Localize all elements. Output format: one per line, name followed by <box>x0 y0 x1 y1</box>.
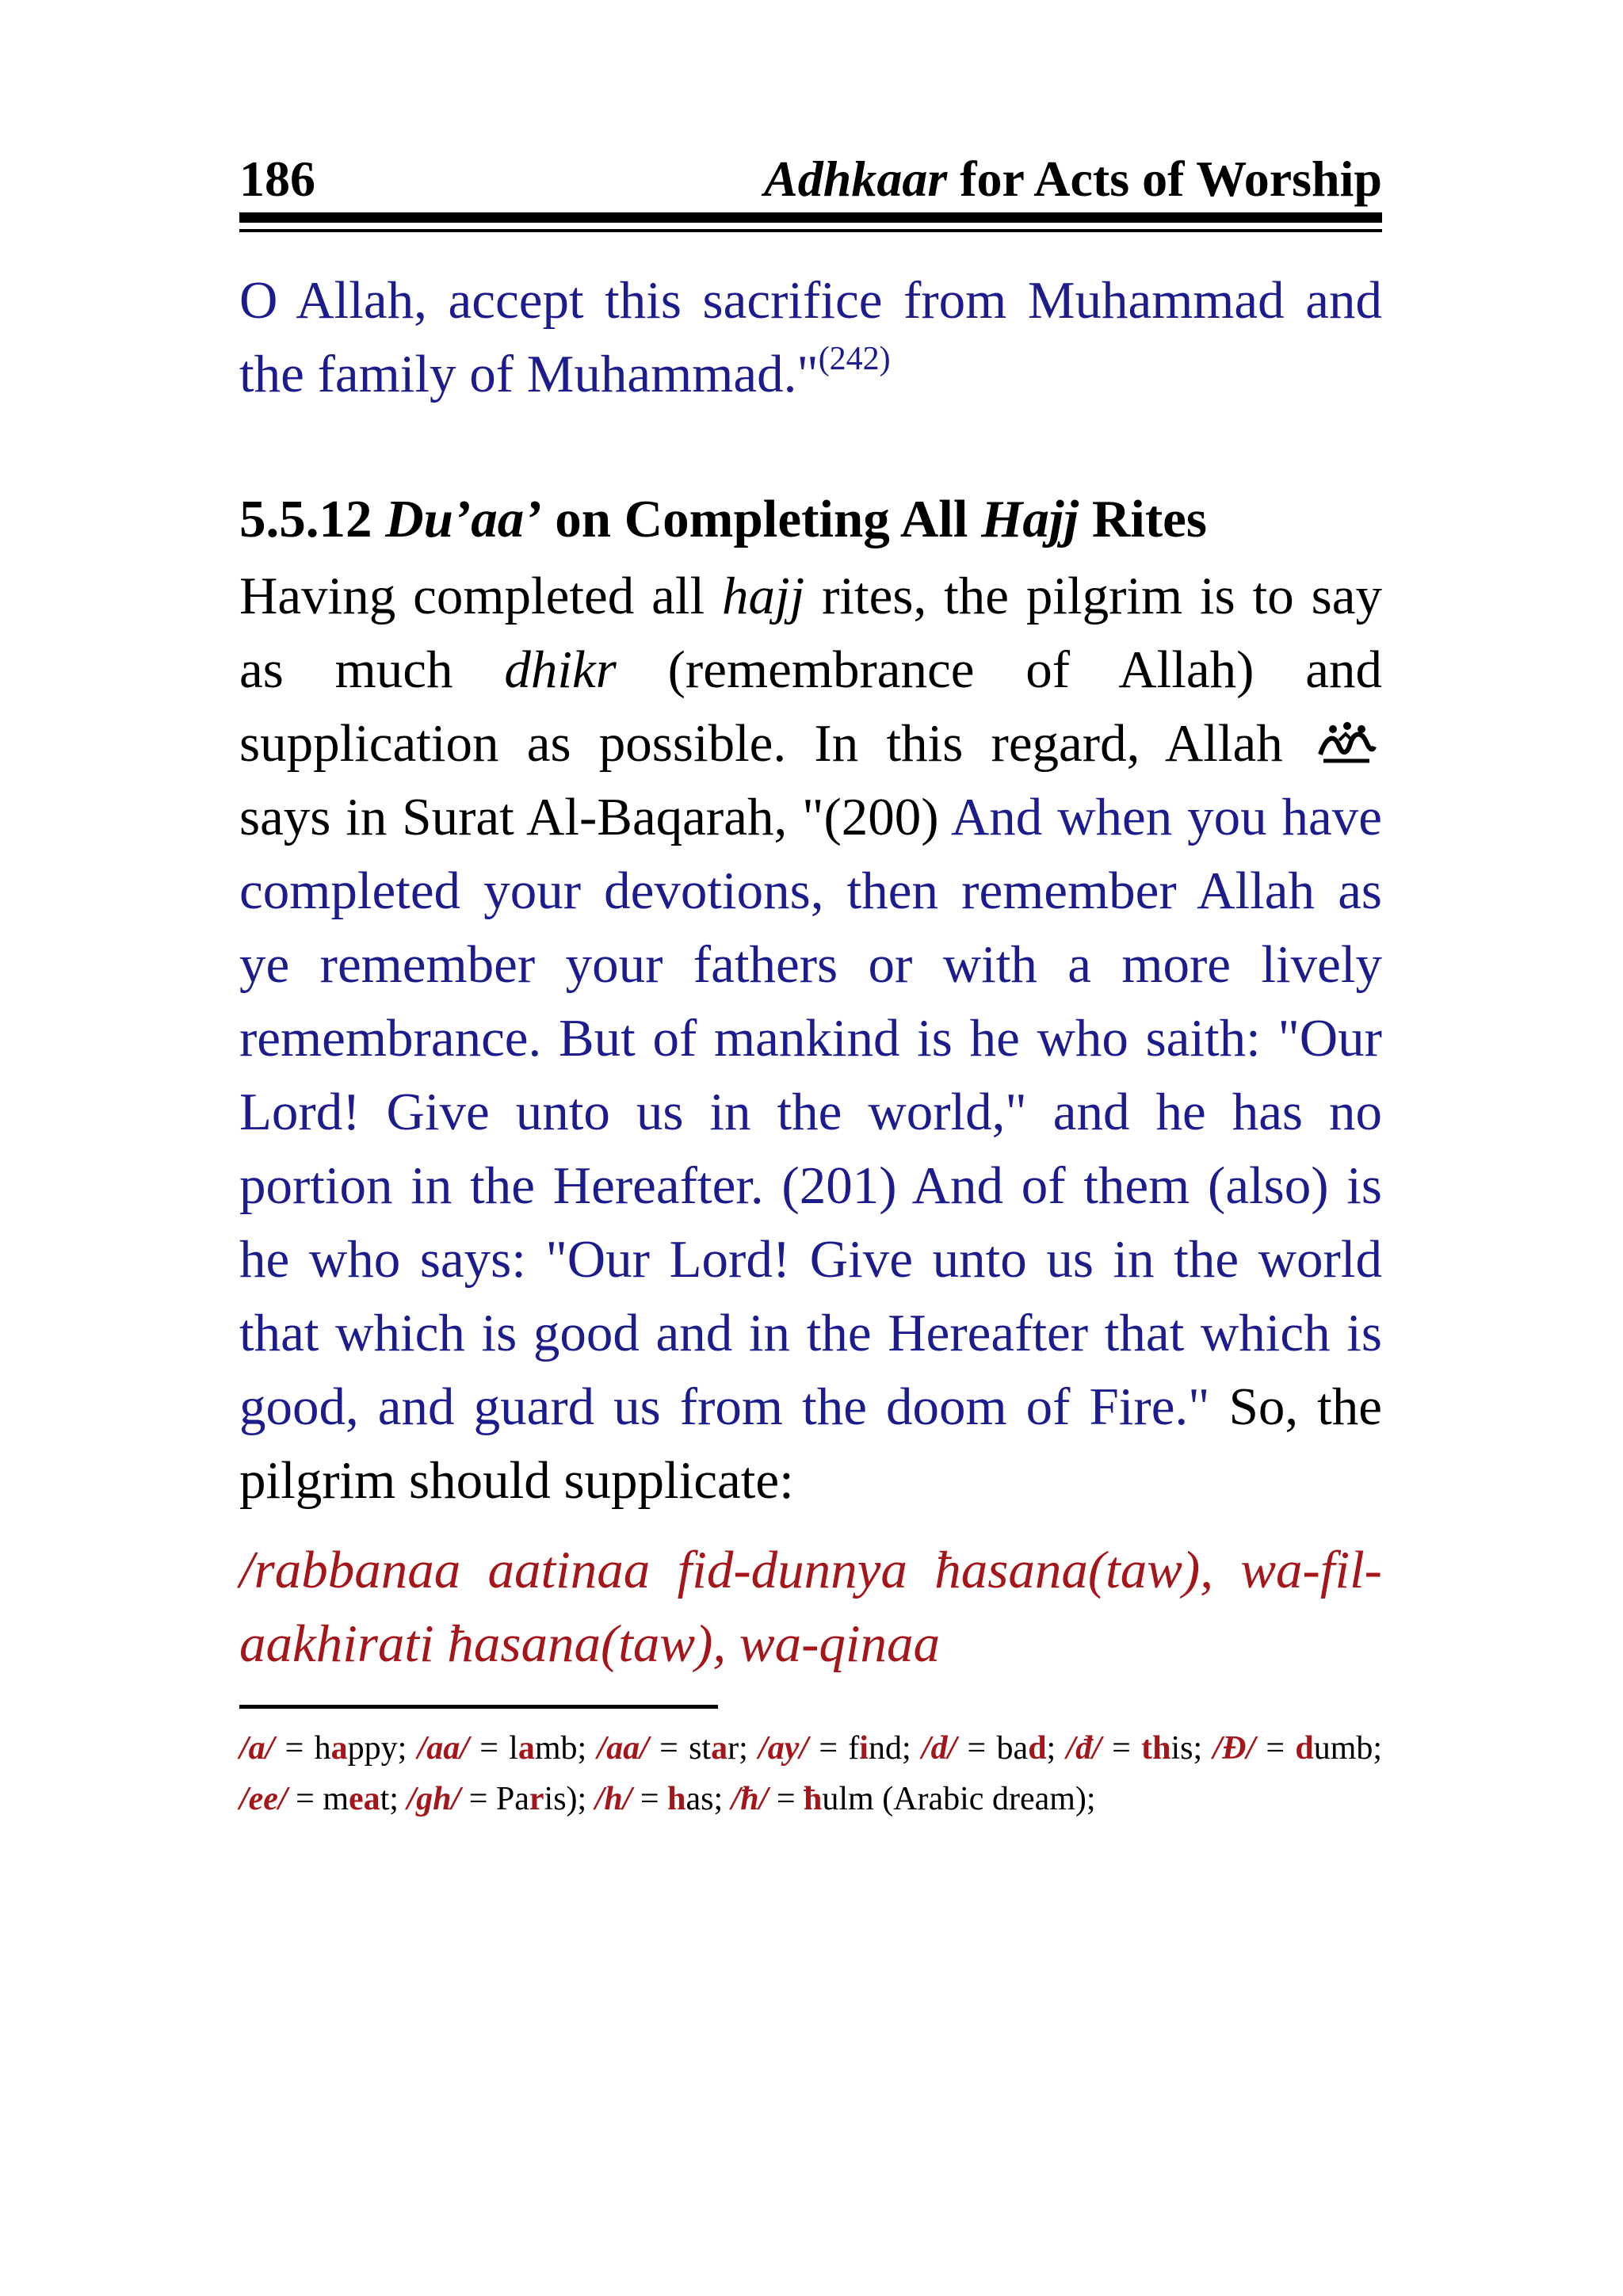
fn-item: /aa/ = star; <box>597 1730 759 1767</box>
section-number: 5.5.12 <box>239 490 386 548</box>
section-title-c: Hajj <box>981 490 1079 548</box>
section-heading <box>239 483 1382 556</box>
honorific-icon <box>1316 713 1377 761</box>
fn-item: /h/ = has; <box>594 1781 731 1817</box>
running-title-italic: Adhkaar <box>764 151 948 207</box>
running-title <box>764 151 1382 207</box>
body-s1: Having completed all <box>239 567 722 625</box>
fn-item: /aa/ = lamb; <box>417 1730 598 1767</box>
section-title-a: Du’aa’ <box>385 490 542 548</box>
running-title-rest: for Acts of Worship <box>947 151 1382 207</box>
body-paragraph <box>239 560 1382 1518</box>
quote-paragraph <box>239 264 1382 411</box>
fn-item: /a/ = happy; <box>239 1730 418 1767</box>
body-s3: (remembrance of Allah) and supplication as possible. In this regard, Allah <box>239 640 1382 773</box>
fn-item: /Đ/ = dumb; <box>1212 1730 1383 1767</box>
quran-quote: And when you have completed your devotions, then remember Allah as ye remember your fathers or with a more lively remembrance. But of mankind is he who saith: "Our Lord! Give unto us in the world," and he has no portion in the Hereafter. (201) And of them (also) is he who says: "Our Lord! Give unto us in the world that which is good and in the Hereafter that which is good, and guard us from the doom of Fire." <box>239 788 1383 1436</box>
section-title-d: Rites <box>1079 490 1207 548</box>
body-s1-italic: hajj <box>721 567 805 625</box>
fn-item: /đ/ = this; <box>1066 1730 1213 1767</box>
header-rule-thin <box>239 229 1382 232</box>
body-s2-italic: dhikr <box>504 640 617 699</box>
page-number: 186 <box>239 151 315 207</box>
header-rule-thick <box>239 212 1382 223</box>
transliteration: /rabbanaa aatinaa fid-dunnya ħasana(taw), wa-fil-aakhirati ħasana(taw), wa-qinaa <box>239 1541 1382 1673</box>
running-header <box>239 141 1382 207</box>
fn-item: /ee/ = meat; <box>239 1781 407 1817</box>
fn-item: /ħ/ = ħulm (Arabic dream); <box>731 1781 1096 1817</box>
body-s2: rites, the pilgrim is to say as much <box>239 567 1382 699</box>
page <box>239 141 1382 1824</box>
fn-item: /d/ = bad; <box>921 1730 1056 1767</box>
footnote-ref: (242) <box>818 341 891 377</box>
section-title-b: on Completing All <box>541 490 982 548</box>
fn-item: /gh/ = Paris); <box>407 1781 595 1817</box>
body-s5: So, the pilgrim should supplicate: <box>239 1377 1382 1510</box>
footnote-rule <box>239 1705 718 1709</box>
fn-item: /ay/ = find; <box>758 1730 922 1767</box>
footnote <box>239 1723 1382 1824</box>
body-s4: says in Surat Al-Baqarah, "(200) <box>239 788 951 846</box>
quote-text: O Allah, accept this sacrifice from Muhammad and the family of Muhammad." <box>239 271 1382 403</box>
